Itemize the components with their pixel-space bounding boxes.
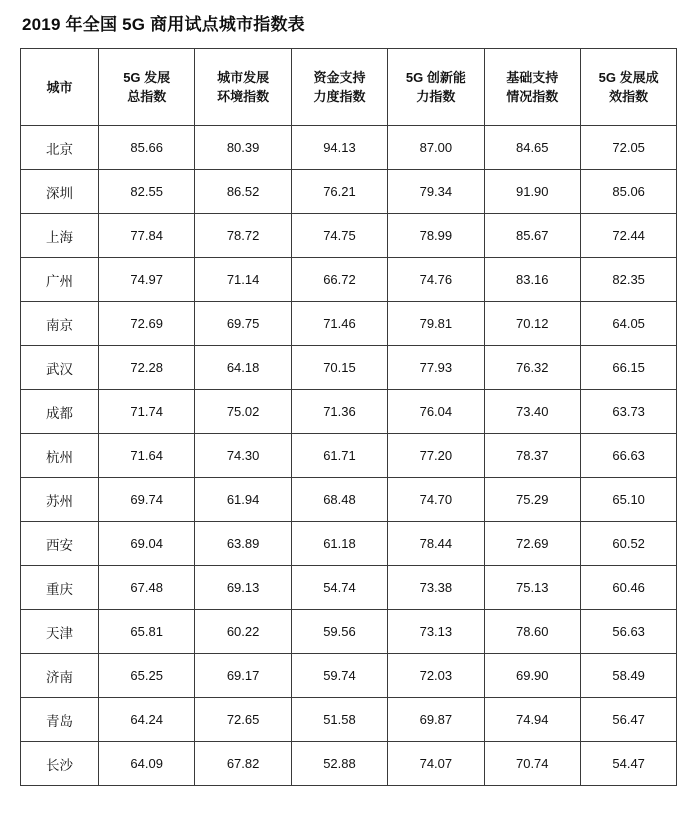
cell-city-environment-index: 86.52 (195, 170, 291, 214)
cell-funding-support-index: 54.74 (291, 566, 387, 610)
cell-funding-support-index: 70.15 (291, 346, 387, 390)
cell-city: 杭州 (21, 434, 99, 478)
cell-infrastructure-index: 73.40 (484, 390, 580, 434)
cell-total-index: 82.55 (99, 170, 195, 214)
cell-funding-support-index: 61.71 (291, 434, 387, 478)
cell-city-environment-index: 69.17 (195, 654, 291, 698)
table-row (21, 390, 677, 434)
column-header-city-environment-index: 城市发展 环境指数 (195, 49, 291, 126)
cell-funding-support-index: 94.13 (291, 126, 387, 170)
cell-infrastructure-index: 85.67 (484, 214, 580, 258)
cell-funding-support-index: 52.88 (291, 742, 387, 786)
table-row (21, 434, 677, 478)
cell-city-environment-index: 60.22 (195, 610, 291, 654)
cell-effectiveness-index: 54.47 (580, 742, 676, 786)
cell-infrastructure-index: 83.16 (484, 258, 580, 302)
table-row (21, 302, 677, 346)
cell-total-index: 65.81 (99, 610, 195, 654)
table-header-row (21, 49, 677, 126)
cell-innovation-index: 73.13 (388, 610, 484, 654)
cell-total-index: 65.25 (99, 654, 195, 698)
cell-funding-support-index: 66.72 (291, 258, 387, 302)
cell-innovation-index: 79.34 (388, 170, 484, 214)
cell-effectiveness-index: 65.10 (580, 478, 676, 522)
cell-total-index: 67.48 (99, 566, 195, 610)
cell-total-index: 72.28 (99, 346, 195, 390)
cell-effectiveness-index: 64.05 (580, 302, 676, 346)
cell-total-index: 77.84 (99, 214, 195, 258)
cell-funding-support-index: 68.48 (291, 478, 387, 522)
column-header-total-index: 5G 发展 总指数 (99, 49, 195, 126)
cell-effectiveness-index: 72.44 (580, 214, 676, 258)
table-row (21, 522, 677, 566)
table-row (21, 566, 677, 610)
cell-infrastructure-index: 84.65 (484, 126, 580, 170)
cell-city-environment-index: 63.89 (195, 522, 291, 566)
cell-infrastructure-index: 78.37 (484, 434, 580, 478)
cell-effectiveness-index: 60.52 (580, 522, 676, 566)
cell-funding-support-index: 71.36 (291, 390, 387, 434)
table-row (21, 698, 677, 742)
cell-city-environment-index: 69.75 (195, 302, 291, 346)
cell-total-index: 71.64 (99, 434, 195, 478)
cell-city-environment-index: 74.30 (195, 434, 291, 478)
page-title: 2019 年全国 5G 商用试点城市指数表 (22, 15, 305, 34)
cell-city-environment-index: 75.02 (195, 390, 291, 434)
cell-innovation-index: 77.20 (388, 434, 484, 478)
cell-city: 北京 (21, 126, 99, 170)
cell-city: 济南 (21, 654, 99, 698)
cell-city: 长沙 (21, 742, 99, 786)
cell-funding-support-index: 59.74 (291, 654, 387, 698)
cell-innovation-index: 76.04 (388, 390, 484, 434)
cell-effectiveness-index: 66.15 (580, 346, 676, 390)
cell-city-environment-index: 67.82 (195, 742, 291, 786)
table-body (21, 126, 677, 786)
cell-total-index: 69.04 (99, 522, 195, 566)
cell-effectiveness-index: 72.05 (580, 126, 676, 170)
cell-city: 青岛 (21, 698, 99, 742)
cell-total-index: 64.24 (99, 698, 195, 742)
cell-city: 成都 (21, 390, 99, 434)
cell-city: 天津 (21, 610, 99, 654)
cell-innovation-index: 78.99 (388, 214, 484, 258)
cell-effectiveness-index: 63.73 (580, 390, 676, 434)
cell-total-index: 69.74 (99, 478, 195, 522)
cell-city-environment-index: 69.13 (195, 566, 291, 610)
cell-effectiveness-index: 82.35 (580, 258, 676, 302)
cell-innovation-index: 69.87 (388, 698, 484, 742)
cell-funding-support-index: 51.58 (291, 698, 387, 742)
cell-innovation-index: 78.44 (388, 522, 484, 566)
cell-city-environment-index: 61.94 (195, 478, 291, 522)
cell-city-environment-index: 80.39 (195, 126, 291, 170)
cell-infrastructure-index: 74.94 (484, 698, 580, 742)
cell-total-index: 72.69 (99, 302, 195, 346)
cell-innovation-index: 72.03 (388, 654, 484, 698)
city-index-table (20, 48, 677, 786)
cell-city: 苏州 (21, 478, 99, 522)
table-row (21, 126, 677, 170)
table-header (21, 49, 677, 126)
column-header-effectiveness-index: 5G 发展成 效指数 (580, 49, 676, 126)
cell-total-index: 71.74 (99, 390, 195, 434)
table-row (21, 742, 677, 786)
cell-total-index: 64.09 (99, 742, 195, 786)
cell-innovation-index: 77.93 (388, 346, 484, 390)
cell-funding-support-index: 71.46 (291, 302, 387, 346)
table-row (21, 654, 677, 698)
cell-total-index: 85.66 (99, 126, 195, 170)
cell-effectiveness-index: 56.47 (580, 698, 676, 742)
cell-effectiveness-index: 60.46 (580, 566, 676, 610)
table-row (21, 610, 677, 654)
cell-effectiveness-index: 56.63 (580, 610, 676, 654)
cell-funding-support-index: 76.21 (291, 170, 387, 214)
cell-innovation-index: 74.70 (388, 478, 484, 522)
cell-city-environment-index: 78.72 (195, 214, 291, 258)
cell-infrastructure-index: 78.60 (484, 610, 580, 654)
cell-effectiveness-index: 58.49 (580, 654, 676, 698)
table-row (21, 170, 677, 214)
cell-innovation-index: 74.76 (388, 258, 484, 302)
cell-funding-support-index: 74.75 (291, 214, 387, 258)
cell-funding-support-index: 59.56 (291, 610, 387, 654)
column-header-funding-support-index: 资金支持 力度指数 (291, 49, 387, 126)
cell-innovation-index: 74.07 (388, 742, 484, 786)
column-header-city: 城市 (21, 49, 99, 126)
cell-infrastructure-index: 72.69 (484, 522, 580, 566)
column-header-infrastructure-index: 基础支持 情况指数 (484, 49, 580, 126)
table-row (21, 478, 677, 522)
cell-effectiveness-index: 85.06 (580, 170, 676, 214)
cell-effectiveness-index: 66.63 (580, 434, 676, 478)
cell-city: 上海 (21, 214, 99, 258)
cell-infrastructure-index: 69.90 (484, 654, 580, 698)
cell-city-environment-index: 64.18 (195, 346, 291, 390)
column-header-innovation-index: 5G 创新能 力指数 (388, 49, 484, 126)
cell-city: 西安 (21, 522, 99, 566)
cell-innovation-index: 73.38 (388, 566, 484, 610)
cell-city: 重庆 (21, 566, 99, 610)
cell-city-environment-index: 71.14 (195, 258, 291, 302)
cell-city: 南京 (21, 302, 99, 346)
cell-infrastructure-index: 70.12 (484, 302, 580, 346)
cell-innovation-index: 87.00 (388, 126, 484, 170)
cell-total-index: 74.97 (99, 258, 195, 302)
cell-infrastructure-index: 70.74 (484, 742, 580, 786)
table-row (21, 346, 677, 390)
table-row (21, 214, 677, 258)
cell-city: 武汉 (21, 346, 99, 390)
cell-city-environment-index: 72.65 (195, 698, 291, 742)
cell-funding-support-index: 61.18 (291, 522, 387, 566)
cell-innovation-index: 79.81 (388, 302, 484, 346)
cell-city: 深圳 (21, 170, 99, 214)
cell-infrastructure-index: 75.29 (484, 478, 580, 522)
cell-city: 广州 (21, 258, 99, 302)
table-row (21, 258, 677, 302)
cell-infrastructure-index: 75.13 (484, 566, 580, 610)
cell-infrastructure-index: 76.32 (484, 346, 580, 390)
cell-infrastructure-index: 91.90 (484, 170, 580, 214)
